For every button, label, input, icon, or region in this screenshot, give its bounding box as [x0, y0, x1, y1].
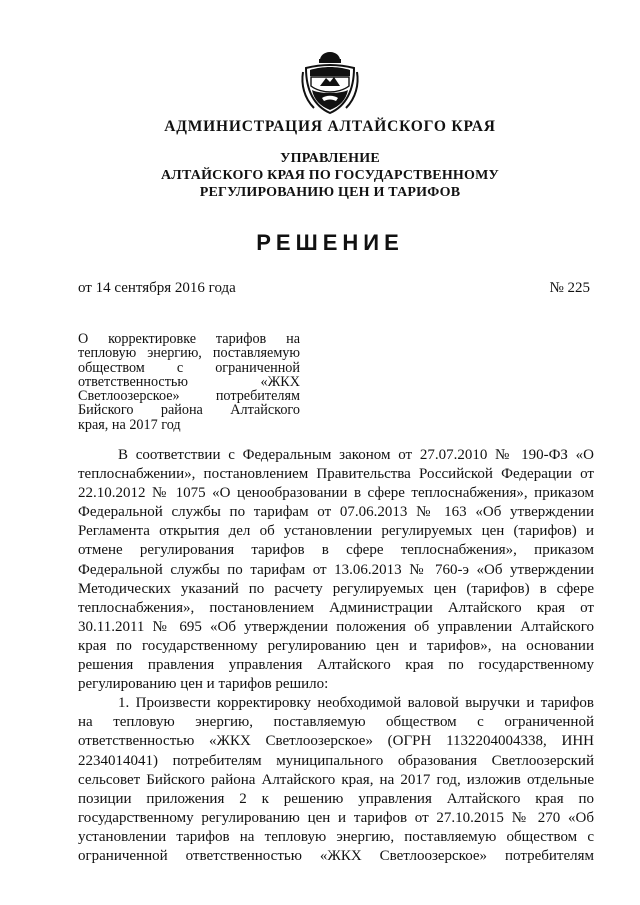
body-line: теплоснабжения», постановлением Администрации Алтайского края от — [78, 599, 594, 616]
body-line: позиции приложения 2 к решению управления Алтайского края по — [78, 790, 594, 807]
body-line: Федеральной службы по тарифам от 13.06.2013 № 760-э «Об утверждении — [78, 561, 594, 578]
department-line: РЕГУЛИРОВАНИЮ ЦЕН И ТАРИФОВ — [199, 185, 461, 200]
document-body — [78, 446, 594, 866]
body-line: ограниченной ответственностью «ЖКХ Светлоозерское» потребителям — [78, 847, 594, 864]
body-line: сельсовет Бийского района Алтайского края, на 2017 год, изложив отдельные — [78, 771, 594, 788]
subject-line: края, на 2017 год — [78, 416, 181, 433]
department-line: УПРАВЛЕНИЕ — [280, 151, 380, 166]
body-line: теплоснабжении», постановлением Правительства Российской Федерации от — [78, 466, 594, 483]
administration-header: АДМИНИСТРАЦИЯ АЛТАЙСКОГО КРАЯ — [164, 118, 496, 135]
subject-line: ответственностью «ЖКХ — [78, 373, 300, 390]
altai-krai-coat-of-arms-icon — [300, 50, 360, 116]
body-line: Федеральной службы по тарифам от 07.06.2013 № 163 «Об утверждении — [78, 504, 594, 521]
body-line: 30.11.2011 № 695 «Об утверждении положения об управлении Алтайского — [78, 618, 594, 635]
document-date: от 14 сентября 2016 года — [78, 280, 236, 296]
body-line: установлении тарифов на тепловую энергию, поставляемую обществом с — [78, 828, 594, 845]
subject-line: Светлоозерское» потребителям — [78, 388, 300, 405]
body-line: Методических указаний по расчету регулируемых цен (тарифов) в сфере — [78, 580, 594, 597]
subject-line: тепловую энергию, поставляемую — [78, 345, 300, 362]
subject-line: О корректировке тарифов на — [78, 331, 300, 347]
body-line: 2234014041) потребителям муниципального образования Светлоозерский — [78, 752, 594, 769]
body-line: края по государственному регулированию цен и тарифов», на основании — [78, 637, 594, 654]
document-subject — [78, 332, 300, 432]
body-line: ответственностью «ЖКХ Светлоозерское» (ОГРН 1132204004338, ИНН — [78, 733, 594, 750]
department-line: АЛТАЙСКОГО КРАЯ ПО ГОСУДАРСТВЕННОМУ — [161, 168, 499, 183]
body-line: 22.10.2012 № 1075 «О ценообразовании в сфере теплоснабжения», приказом — [78, 485, 594, 502]
subject-line: обществом с ограниченной — [78, 359, 300, 376]
body-line: отмене регулирования тарифов в сфере теплоснабжения», приказом — [78, 542, 594, 559]
subject-line: Бийского района Алтайского — [78, 402, 300, 419]
document-title: РЕШЕНИЕ — [256, 230, 404, 255]
body-line: Регламента открытия дел об установлении регулируемых цен (тарифов) и — [78, 523, 594, 540]
body-line: регулированию цен и тарифов решило: — [78, 676, 329, 693]
body-line: решения правления управления Алтайского края по государственному — [78, 657, 594, 674]
body-line: 1. Произвести корректировку необходимой валовой выручки и тарифов — [118, 695, 594, 712]
body-line: В соответствии с Федеральным законом от 27.07.2010 № 190-ФЗ «О — [118, 447, 594, 463]
body-line: на тепловую энергию, поставляемую обществом с ограниченной — [78, 714, 594, 731]
body-line: государственному регулированию цен и тарифов от 27.10.2015 № 270 «Об — [78, 809, 594, 826]
document-number: № 225 — [549, 280, 590, 296]
department-header — [60, 150, 600, 201]
